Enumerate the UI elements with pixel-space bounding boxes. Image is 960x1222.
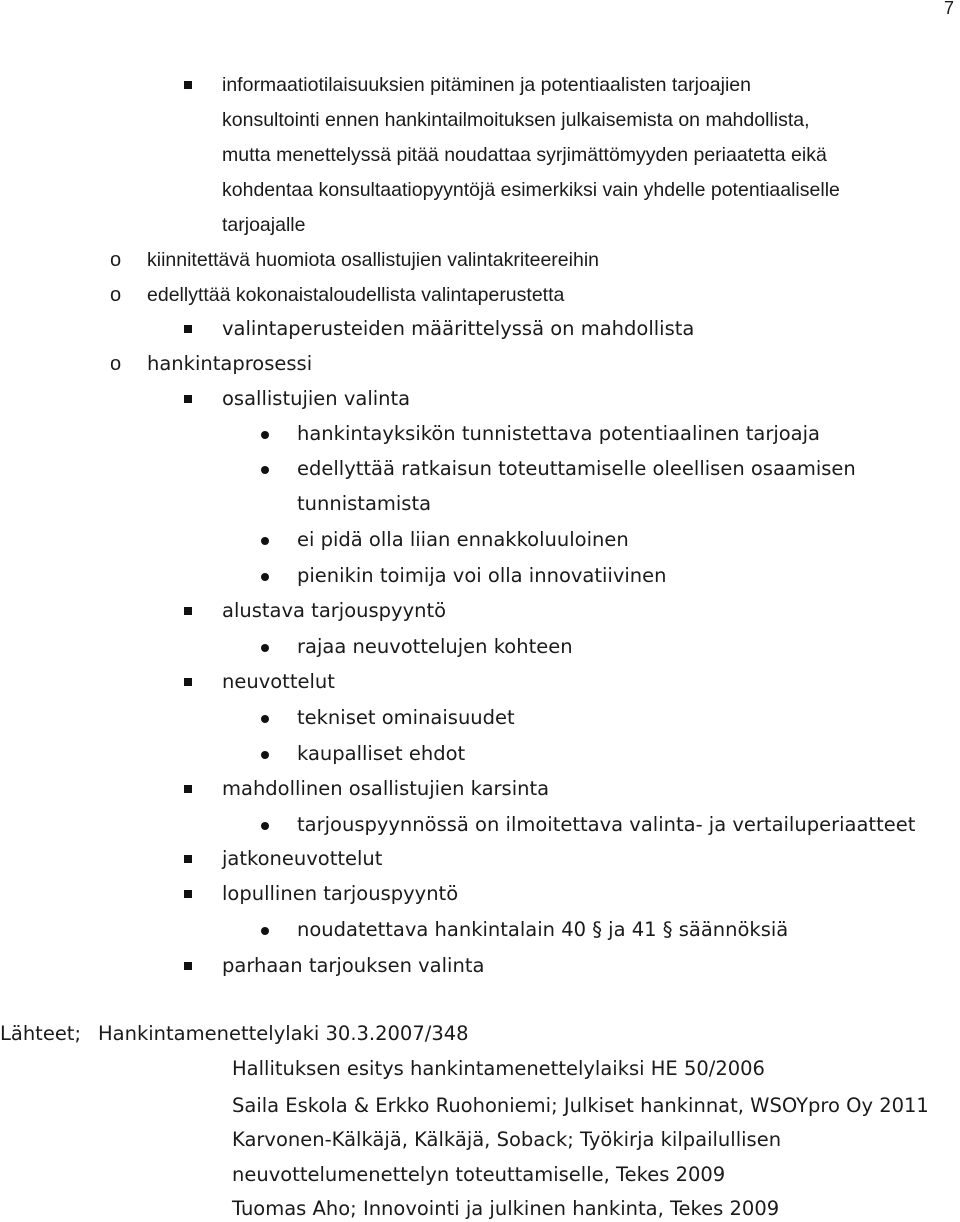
dot-bullet-icon [261,715,269,723]
list-item: hankintayksikön tunnistettava potentiaalinen tarjoaja [297,422,820,445]
square-bullet-icon [184,325,192,333]
list-item: alustava tarjouspyyntö [222,599,447,622]
list-item: noudatettava hankintalain 40 § ja 41 § säännöksiä [297,918,789,941]
dot-bullet-icon [261,927,269,935]
dot-bullet-icon [261,822,269,830]
list-item: mahdollinen osallistujien karsinta [222,777,550,800]
list-item: parhaan tarjouksen valinta [222,954,485,977]
list-item: jatkoneuvottelut [222,847,383,870]
circle-bullet-icon: o [110,249,122,271]
dot-bullet-icon [261,644,269,652]
square-bullet-icon [184,395,192,403]
square-bullet-icon [184,890,192,898]
list-item: pienikin toimija voi olla innovatiivinen [297,564,667,587]
list-item: konsultointi ennen hankintailmoituksen julkaisemista on mahdollista, [222,109,810,131]
dot-bullet-icon [261,751,269,759]
list-item: kiinnitettävä huomiota osallistujien valintakriteereihin [147,249,599,271]
source-entry: Hallituksen esitys hankintamenettelylaiksi HE 50/2006 [232,1057,765,1080]
dot-bullet-icon [261,537,269,545]
square-bullet-icon [184,81,192,89]
page-number: 7 [944,0,955,18]
list-item: kaupalliset ehdot [297,742,466,765]
source-entry: Karvonen-Kälkäjä, Kälkäjä, Soback; Työkirja kilpailullisen [232,1128,782,1151]
square-bullet-icon [184,607,192,615]
list-item: hankintaprosessi [147,352,313,375]
list-item: informaatiotilaisuuksien pitäminen ja potentiaalisten tarjoajien [222,74,751,96]
list-item: neuvottelut [222,670,335,693]
list-item: osallistujien valinta [222,387,411,410]
list-item: mutta menettelyssä pitää noudattaa syrjimättömyyden periaatetta eikä [222,144,827,166]
list-item: ei pidä olla liian ennakkoluuloinen [297,528,629,551]
source-entry: Saila Eskola & Erkko Ruohoniemi; Julkiset hankinnat, WSOYpro Oy 2011 [232,1094,929,1117]
list-item: tunnistamista [297,492,432,515]
list-item: rajaa neuvottelujen kohteen [297,635,573,658]
circle-bullet-icon: o [110,353,122,375]
source-entry: neuvottelumenettelyn toteuttamiselle, Tekes 2009 [232,1163,726,1186]
list-item: tarjouspyynnössä on ilmoitettava valinta- ja vertailuperiaatteet [297,813,916,836]
square-bullet-icon [184,678,192,686]
square-bullet-icon [184,785,192,793]
source-entry: Tuomas Aho; Innovointi ja julkinen hankinta, Tekes 2009 [232,1197,780,1220]
dot-bullet-icon [261,466,269,474]
list-item: edellyttää ratkaisun toteuttamiselle oleellisen osaamisen [297,457,856,480]
square-bullet-icon [184,855,192,863]
sources-label: Lähteet; [0,1022,82,1045]
source-entry: Hankintamenettelylaki 30.3.2007/348 [98,1022,469,1045]
dot-bullet-icon [261,431,269,439]
list-item: tekniset ominaisuudet [297,706,515,729]
list-item: valintaperusteiden määrittelyssä on mahdollista [222,317,695,340]
circle-bullet-icon: o [110,284,122,306]
list-item: tarjoajalle [222,214,306,236]
dot-bullet-icon [261,573,269,581]
list-item: kohdentaa konsultaatiopyyntöjä esimerkiksi vain yhdelle potentiaaliselle [222,179,840,201]
list-item: edellyttää kokonaistaloudellista valintaperustetta [147,284,565,306]
list-item: lopullinen tarjouspyyntö [222,882,459,905]
square-bullet-icon [184,962,192,970]
